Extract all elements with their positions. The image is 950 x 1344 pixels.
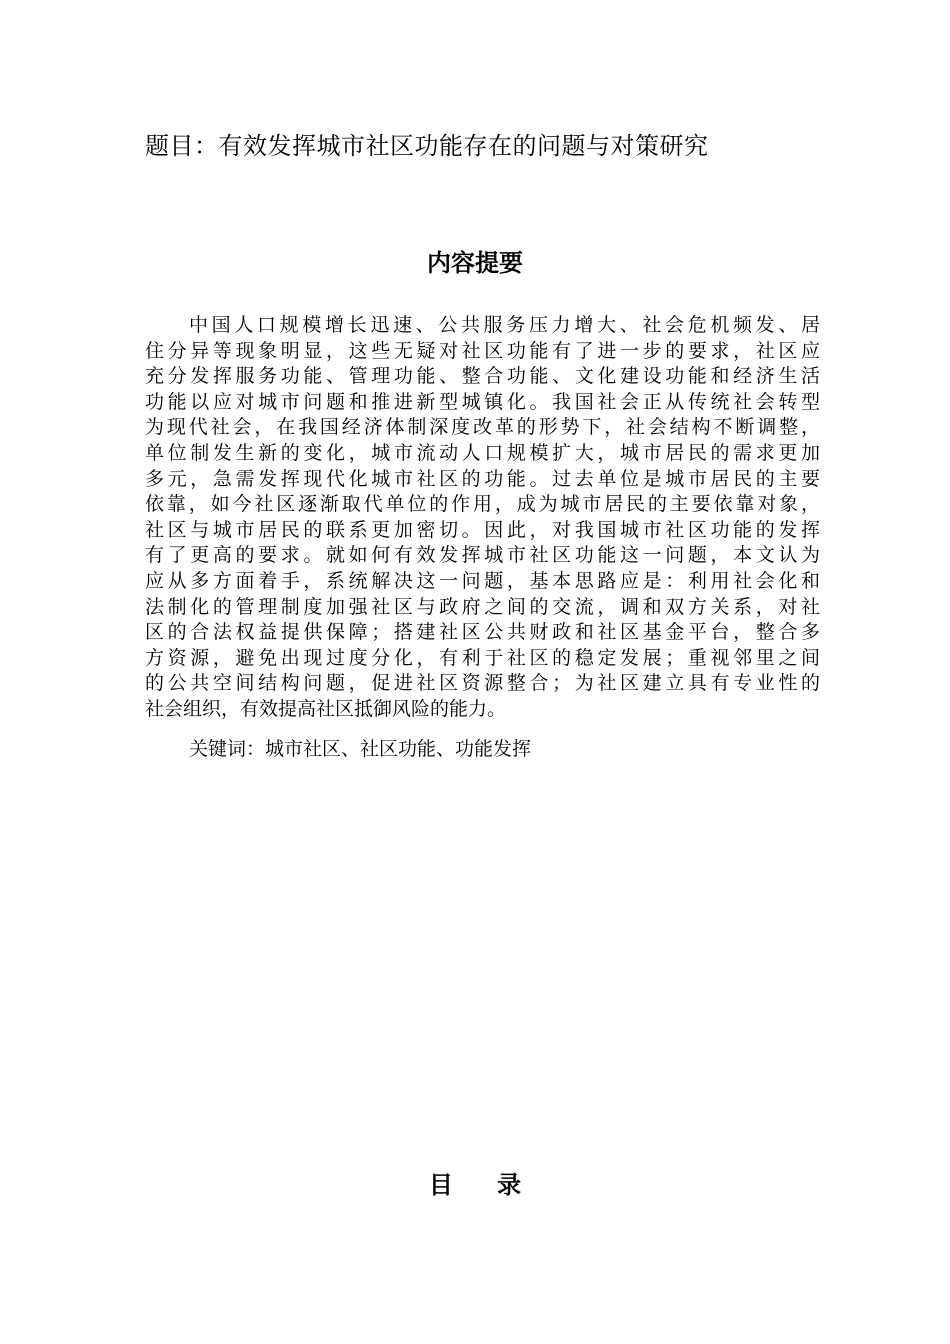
abstract-line: 的公共空间结构问题，促进社区资源整合；为社区建立具有专业性的 <box>145 672 820 695</box>
abstract-line: 多元，急需发挥现代化城市社区的功能。过去单位是城市居民的主要 <box>145 467 820 490</box>
abstract-heading: 内容提要 <box>427 249 523 277</box>
abstract-line: 功能以应对城市问题和推进新型城镇化。我国社会正从传统社会转型 <box>145 390 820 413</box>
abstract-line: 社区与城市居民的联系更加密切。因此，对我国城市社区功能的发挥 <box>145 518 820 541</box>
abstract-line: 区的合法权益提供保障；搭建社区公共财政和社区基金平台，整合多 <box>145 621 820 644</box>
abstract-line: 依靠，如今社区逐渐取代单位的作用，成为城市居民的主要依靠对象， <box>145 493 820 516</box>
keywords-line: 关键词：城市社区、社区功能、功能发挥 <box>189 738 532 760</box>
abstract-line: 住分异等现象明显，这些无疑对社区功能有了进一步的要求，社区应 <box>145 339 820 362</box>
toc-heading: 目 录 <box>428 1171 522 1199</box>
abstract-line: 法制化的管理制度加强社区与政府之间的交流，调和双方关系，对社 <box>145 595 820 618</box>
abstract-line: 社会组织，有效提高社区抵御风险的能力。 <box>145 697 507 720</box>
abstract-line: 应从多方面着手，系统解决这一问题，基本思路应是：利用社会化和 <box>145 569 820 592</box>
abstract-line: 有了更高的要求。就如何有效发挥城市社区功能这一问题，本文认为 <box>145 544 820 567</box>
page-title: 题目：有效发挥城市社区功能存在的问题与对策研究 <box>145 132 709 160</box>
abstract-line: 方资源，避免出现过度分化，有利于社区的稳定发展；重视邻里之间 <box>145 646 820 669</box>
abstract-line: 为现代社会，在我国经济体制深度改革的形势下，社会结构不断调整， <box>145 416 820 439</box>
abstract-body <box>145 313 820 723</box>
abstract-line: 充分发挥服务功能、管理功能、整合功能、文化建设功能和经济生活 <box>145 365 820 388</box>
abstract-line: 中国人口规模增长迅速、公共服务压力增大、社会危机频发、居 <box>189 314 820 336</box>
abstract-line: 单位制发生新的变化，城市流动人口规模扩大，城市居民的需求更加 <box>145 441 820 464</box>
